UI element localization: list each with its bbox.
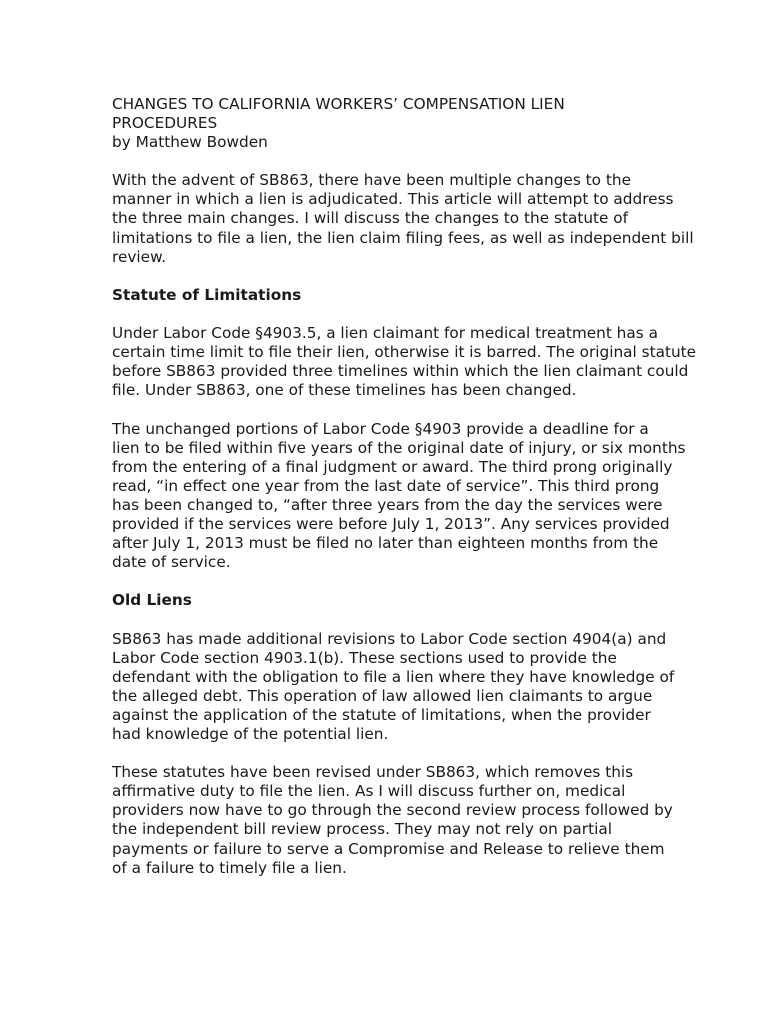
text-line: has been changed to, “after three years from the day the services were	[112, 495, 663, 514]
section-heading-old-liens: Old Liens	[112, 591, 192, 610]
text-line: With the advent of SB863, there have been multiple changes to the	[112, 171, 631, 190]
paragraph	[112, 419, 686, 573]
text-line: The unchanged portions of Labor Code §4903 provide a deadline for a	[112, 419, 649, 438]
document-title-line-1: CHANGES TO CALIFORNIA WORKERS’ COMPENSATION LIEN	[112, 95, 565, 113]
text-line: after July 1, 2013 must be filed no later than eighteen months from the	[112, 534, 659, 553]
text-line: SB863 has made additional revisions to Labor Code section 4904(a) and	[112, 629, 667, 648]
text-line: read, “in effect one year from the last date of service”. This third prong	[112, 476, 660, 495]
text-line: limitations to file a lien, the lien claim filing fees, as well as independent bill	[112, 228, 694, 247]
text-line: certain time limit to file their lien, otherwise it is barred. The original statute	[112, 343, 697, 362]
text-line: from the entering of a final judgment or award. The third prong originally	[112, 457, 673, 476]
text-line: lien to be filed within five years of the original date of injury, or six months	[112, 438, 686, 457]
text-line: Under Labor Code §4903.5, a lien claimant for medical treatment has a	[112, 324, 658, 343]
text-line: the three main changes. I will discuss the changes to the statute of	[112, 209, 629, 228]
intro-paragraph	[112, 171, 694, 266]
text-line: defendant with the obligation to file a lien where they have knowledge of	[112, 667, 675, 686]
text-line: payments or failure to serve a Compromise and Release to relieve them	[112, 839, 665, 858]
text-line: against the application of the statute of limitations, when the provider	[112, 705, 651, 724]
text-line: provided if the services were before July 1, 2013”. Any services provided	[112, 514, 670, 533]
byline: by Matthew Bowden	[112, 133, 268, 152]
text-line: file. Under SB863, one of these timelines has been changed.	[112, 381, 577, 400]
text-line: providers now have to go through the second review process followed by	[112, 801, 673, 820]
text-line: before SB863 provided three timelines within which the lien claimant could	[112, 362, 689, 381]
text-line: date of service.	[112, 553, 231, 572]
text-line: Labor Code section 4903.1(b). These sections used to provide the	[112, 648, 617, 667]
document-title-line-2: PROCEDURES	[112, 114, 218, 133]
text-line: review.	[112, 247, 167, 266]
text-line: manner in which a lien is adjudicated. This article will attempt to address	[112, 190, 674, 209]
text-line: affirmative duty to file the lien. As I will discuss further on, medical	[112, 782, 626, 801]
text-line: the alleged debt. This operation of law allowed lien claimants to argue	[112, 686, 653, 705]
title-block	[112, 95, 670, 152]
paragraph	[112, 629, 675, 745]
text-line: had knowledge of the potential lien.	[112, 725, 389, 743]
text-line: of a failure to timely file a lien.	[112, 858, 347, 877]
text-line: the independent bill review process. They may not rely on partial	[112, 820, 612, 839]
text-line: These statutes have been revised under SB863, which removes this	[112, 763, 634, 782]
section-heading-statute-of-limitations: Statute of Limitations	[112, 285, 302, 304]
paragraph	[112, 324, 697, 400]
paragraph	[112, 763, 673, 878]
